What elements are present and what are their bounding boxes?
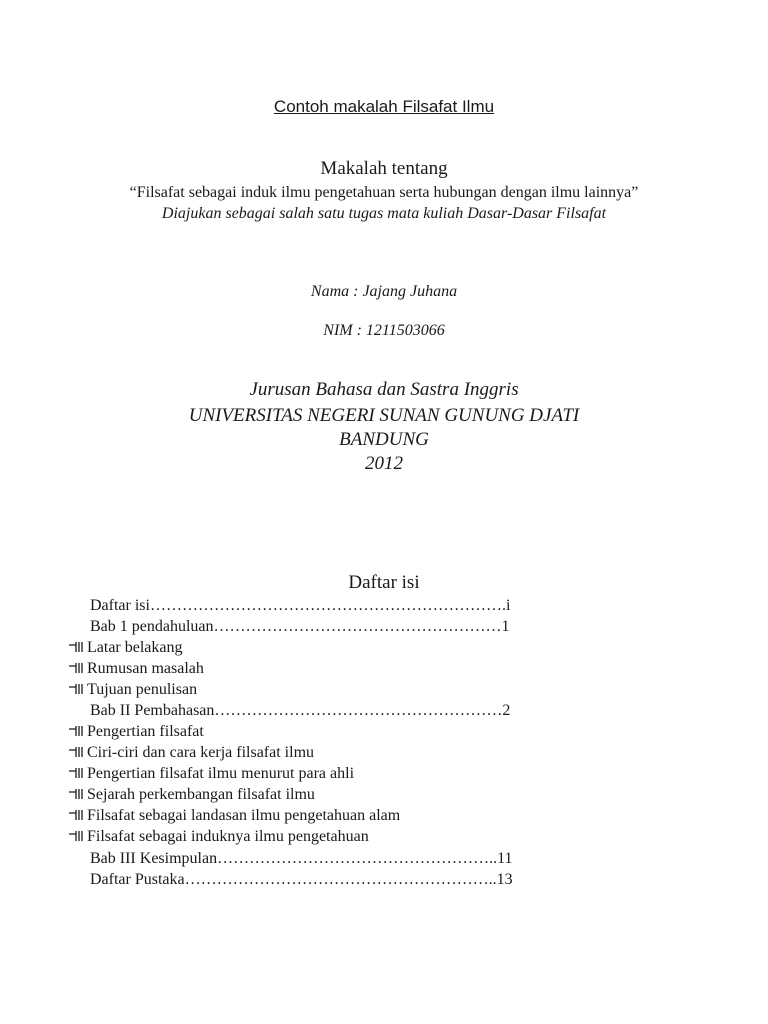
toc-subentry-label: Pengertian filsafat ilmu menurut para ahli: [87, 765, 355, 782]
bullet-glyph-icon: [68, 662, 84, 674]
toc-subentry: [68, 764, 354, 784]
bullet-glyph-icon: [68, 767, 84, 779]
city-name: BANDUNG: [339, 429, 429, 450]
toc-subentry: [68, 659, 204, 679]
toc-subentry-label: Latar belakang: [87, 639, 183, 656]
toc-entry-daftar-pustaka: Daftar Pustaka…………………………………………………..13: [90, 871, 513, 888]
bullet-glyph-icon: [68, 746, 84, 758]
toc-subentry-label: Ciri-ciri dan cara kerja filsafat ilmu: [87, 744, 315, 761]
bullet-glyph-icon: [68, 830, 84, 842]
toc-subentry-label: Filsafat sebagai landasan ilmu pengetahuan alam: [87, 807, 401, 824]
department-name: Jurusan Bahasa dan Sastra Inggris: [249, 379, 519, 400]
toc-subentry-label: Pengertian filsafat: [87, 723, 204, 740]
toc-subentry: [68, 722, 204, 742]
university-name: UNIVERSITAS NEGERI SUNAN GUNUNG DJATI: [188, 405, 580, 426]
document-title: Contoh makalah Filsafat Ilmu: [273, 97, 495, 116]
bullet-glyph-icon: [68, 725, 84, 737]
toc-entry-daftar-isi: Daftar isi………………………………………………………….i: [90, 597, 511, 614]
bullet-glyph-icon: [68, 809, 84, 821]
toc-entry-bab-3: Bab III Kesimpulan……………………………………………..11: [90, 850, 513, 867]
paper-subtitle: Makalah tentang: [320, 158, 448, 179]
toc-subentry-label: Filsafat sebagai induknya ilmu pengetahuan: [87, 828, 369, 845]
paper-purpose: Diajukan sebagai salah satu tugas mata kuliah Dasar-Dasar Filsafat: [161, 205, 607, 222]
bullet-glyph-icon: [68, 641, 84, 653]
toc-subentry: [68, 806, 400, 826]
toc-subentry: [68, 638, 183, 658]
bullet-glyph-icon: [68, 683, 84, 695]
toc-subentry-label: Sejarah perkembangan filsafat ilmu: [87, 786, 315, 803]
toc-entry-bab-1: Bab 1 pendahuluan………………………………………………1: [90, 618, 510, 635]
author-name: Nama : Jajang Juhana: [310, 283, 458, 300]
bullet-glyph-icon: [68, 788, 84, 800]
paper-topic: “Filsafat sebagai induk ilmu pengetahuan serta hubungan dengan ilmu lainnya”: [129, 184, 639, 201]
toc-subentry-label: Rumusan masalah: [87, 660, 204, 677]
toc-subentry: [68, 785, 315, 805]
toc-entry-bab-2: Bab II Pembahasan………………………………………………2: [90, 702, 511, 719]
toc-heading: Daftar isi: [348, 572, 420, 593]
toc-subentry: [68, 827, 369, 847]
document-year: 2012: [365, 453, 403, 474]
toc-subentry: [68, 743, 314, 763]
author-nim: NIM : 1211503066: [323, 322, 445, 339]
toc-subentry-label: Tujuan penulisan: [87, 681, 198, 698]
toc-subentry: [68, 680, 197, 700]
